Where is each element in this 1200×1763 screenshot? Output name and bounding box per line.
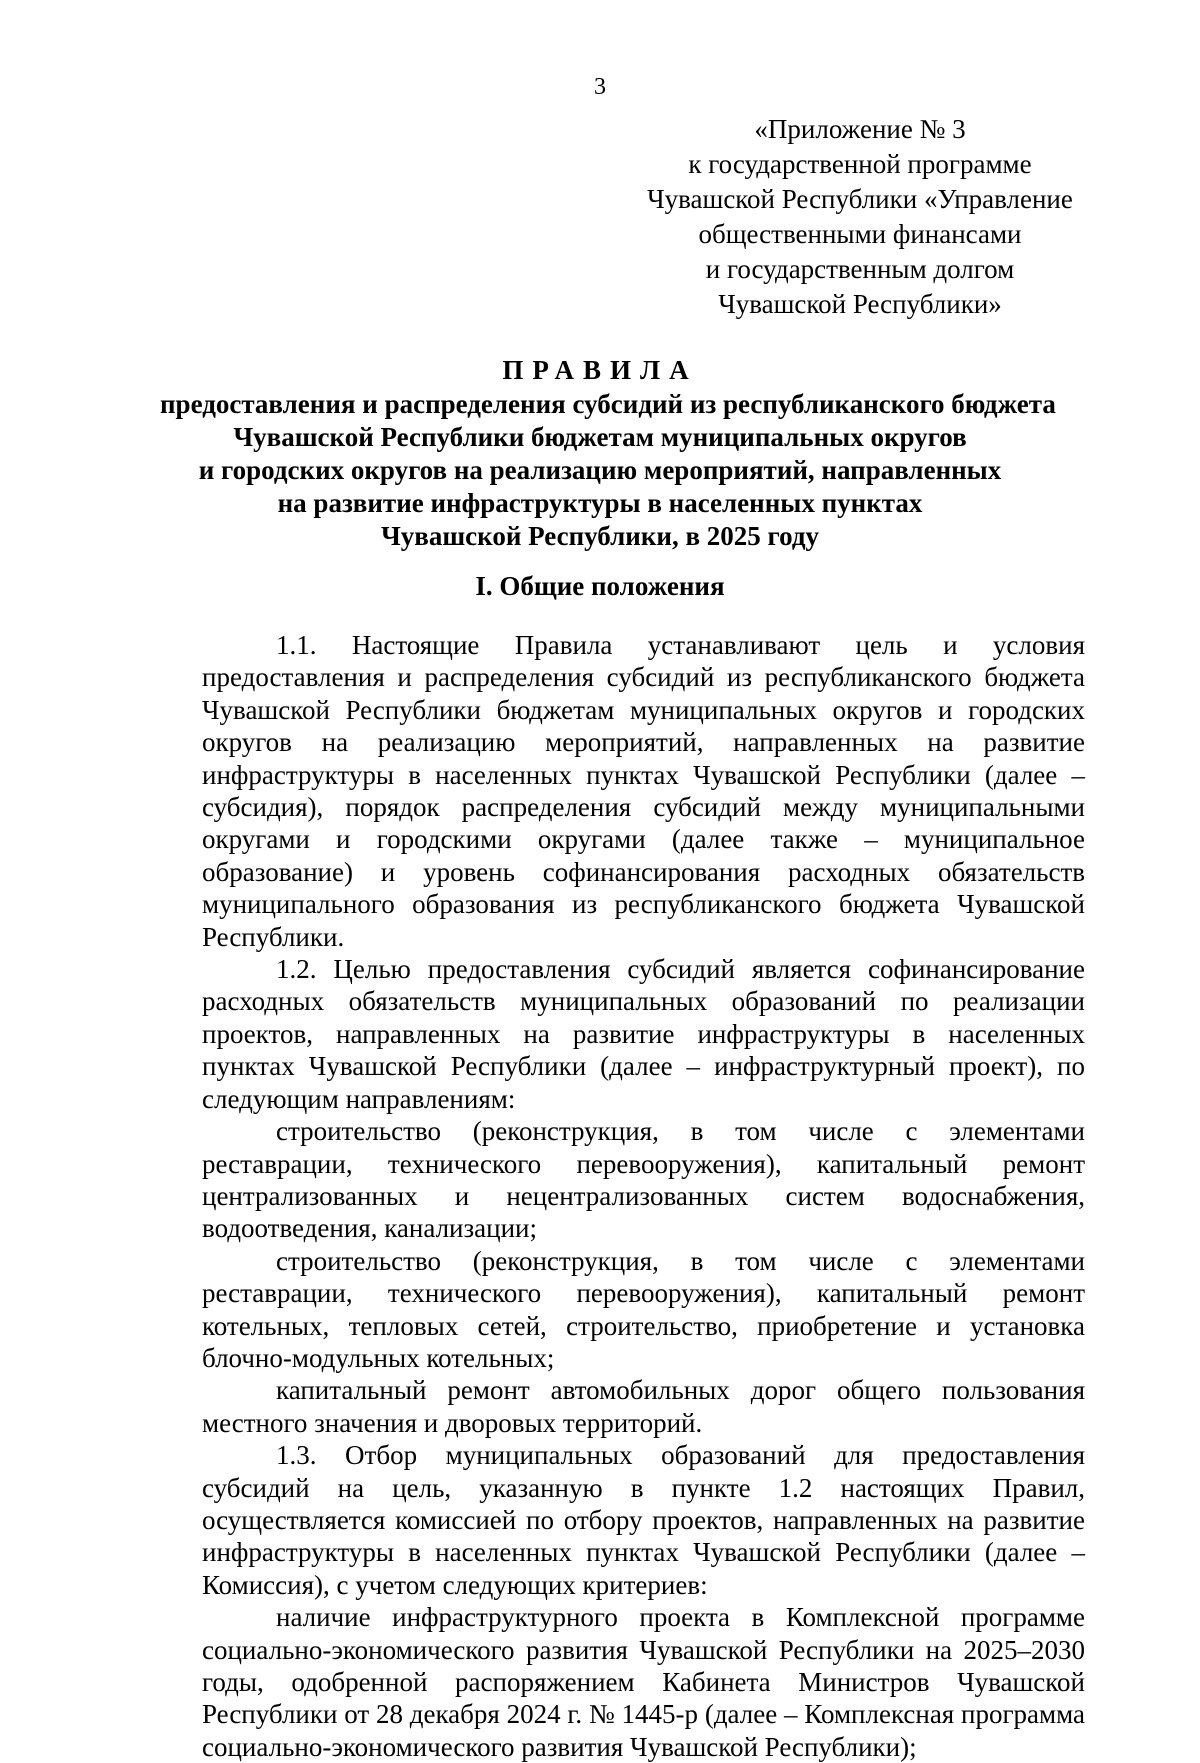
paragraph-direction-roads: капитальный ремонт автомобильных дорог общего пользования местного значения и дворовых территорий.	[202, 1375, 1085, 1438]
title-line: Чувашской Республики, в 2025 году	[380, 521, 819, 551]
title-line: предоставления и распределения субсидий из республиканского бюджета	[160, 389, 1056, 419]
title-line: Чувашской Республики бюджетам муниципальных округов	[233, 422, 967, 452]
title-line: на развитие инфраструктуры в населенных пунктах	[277, 488, 923, 518]
title-main: ПРАВИЛА	[502, 355, 698, 385]
annex-line: и государственным долгом	[705, 254, 1015, 284]
section-heading: I. Общие положения	[475, 571, 725, 601]
paragraph-direction-water: строительство (реконструкция, в том числе с элементами реставрации, технического перевооружения), капитальный ремонт централизованных и нецентрализованных систем водоснабжения, водоотведения, канализации;	[202, 1116, 1085, 1244]
annex-line: к государственной программе	[688, 149, 1032, 179]
paragraph-criterion-1: наличие инфраструктурного проекта в Комплексной программе социально-экономического развития Чувашской Республики на 2025–2030 годы, одобренной распоряжением Кабинета Министров Чувашской Республики от 28 декабря 2024 г. № 1445-р (далее – Комплексная программа социально-экономического развития Чувашской Республики);	[202, 1602, 1085, 1762]
title-line: и городских округов на реализацию мероприятий, направленных	[198, 455, 1002, 485]
page-number: 3	[594, 74, 606, 100]
annex-line: Чувашской Республики «Управление	[647, 184, 1073, 214]
annex-line: «Приложение № 3	[754, 114, 966, 144]
annex-header	[640, 112, 1080, 322]
document-title	[160, 354, 1056, 553]
paragraph-1-3: 1.3. Отбор муниципальных образований для предоставления субсидий на цель, указанную в пункте 1.2 настоящих Правил, осуществляется комиссией по отбору проектов, направленных на развитие инфраструктуры в населенных пунктах Чувашской Республики (далее – Комиссия), с учетом следующих критериев:	[202, 1440, 1085, 1600]
paragraph-1-1: 1.1. Настоящие Правила устанавливают цель и условия предоставления и распределения субсидий из республиканского бюджета Чувашской Республики бюджетам муниципальных округов и городских округов на реализацию мероприятий, направленных на развитие инфраструктуры в населенных пунктах Чувашской Республики (далее – субсидия), порядок распределения субсидий между муниципальными округами и городскими округами (далее также – муниципальное образование) и уровень софинансирования расходных обязательств муниципального образования из республиканского бюджета Чувашской Республики.	[202, 630, 1085, 952]
body-text	[202, 629, 1085, 1763]
annex-line: Чувашской Республики»	[718, 289, 1002, 319]
paragraph-1-2: 1.2. Целью предоставления субсидий является софинансирование расходных обязательств муниципальных образований по реализации проектов, направленных на развитие инфраструктуры в населенных пунктах Чувашской Республики (далее – инфраструктурный проект), по следующим направлениям:	[202, 954, 1085, 1114]
annex-line: общественными финансами	[698, 219, 1022, 249]
paragraph-direction-heating: строительство (реконструкция, в том числе с элементами реставрации, технического перевооружения), капитальный ремонт котельных, тепловых сетей, строительство, приобретение и установка блочно-модульных котельных;	[202, 1245, 1085, 1373]
